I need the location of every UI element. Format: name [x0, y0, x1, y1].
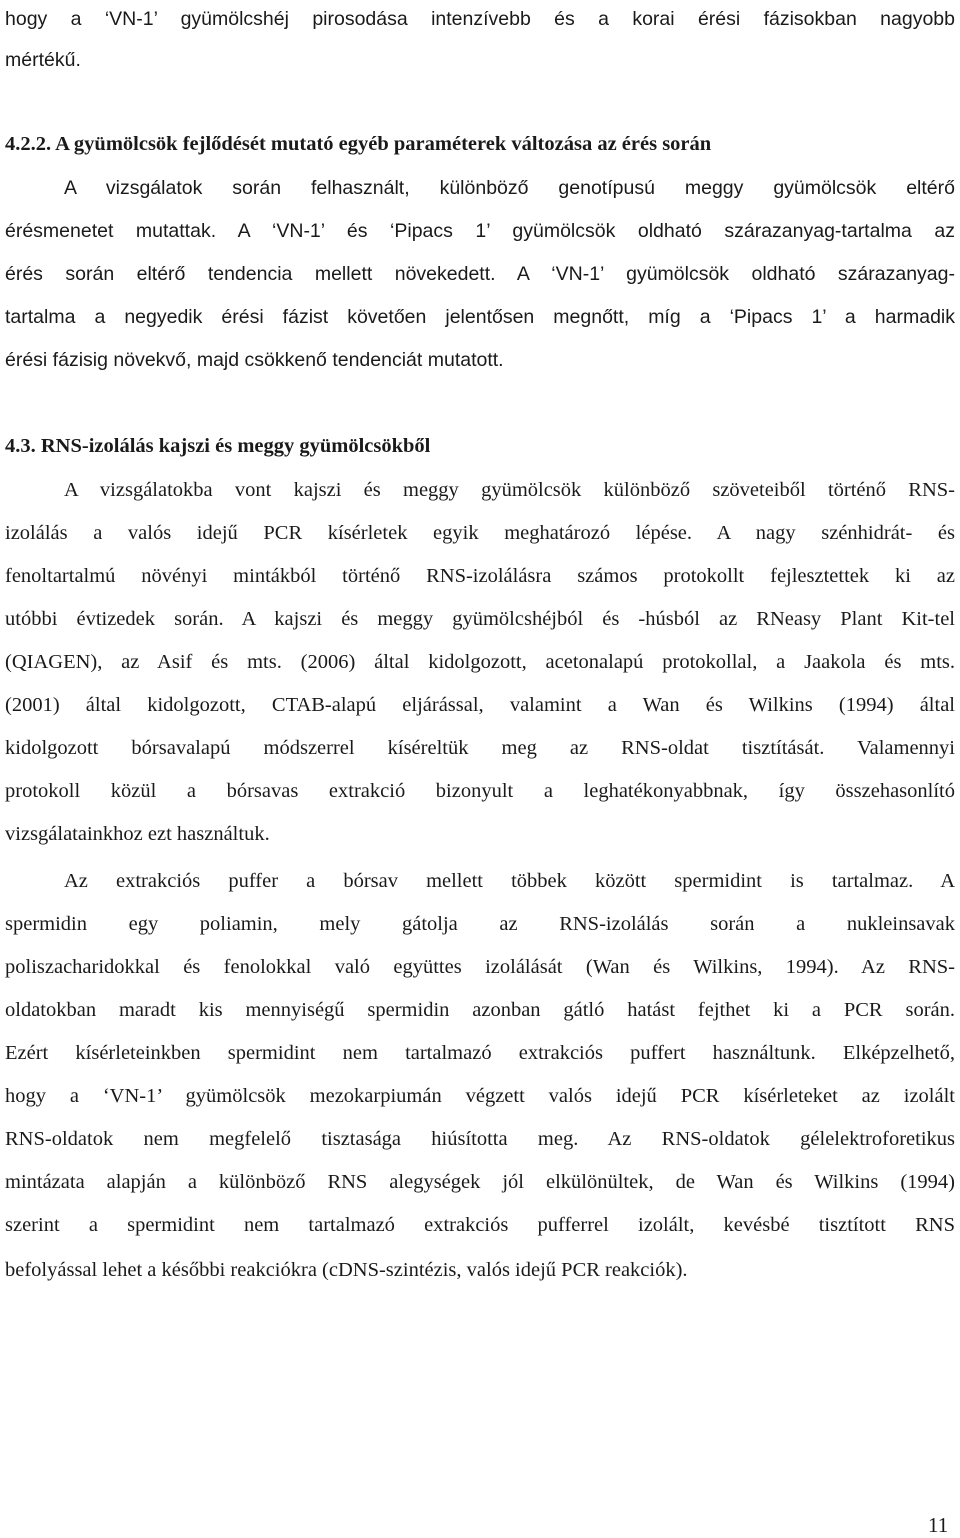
text-line: tartalma a negyedik érési fázist követően jelentősen megnőtt, míg a ‘Pipacs 1’ a harmadik [5, 306, 955, 328]
text-line: hogy a ‘VN-1’ gyümölcsök mezokarpiumán végzett valós idejű PCR kísérleteket az izolált [5, 1085, 955, 1107]
section-heading-4-2-2: 4.2.2. A gyümölcsök fejlődését mutató egyéb paraméterek változása az érés során [5, 133, 712, 155]
text-line: fenoltartalmú növényi mintákból történő RNS-izolálásra számos protokollt fejlesztettek ki az [5, 565, 955, 587]
text-line: Az extrakciós puffer a bórsav mellett többek között spermidint is tartalmaz. A [64, 870, 955, 892]
text-line: érés során eltérő tendencia mellett növekedett. A ‘VN-1’ gyümölcsök oldható szárazanyag- [5, 263, 955, 285]
text-line: vizsgálatainkhoz ezt használtuk. [5, 823, 270, 845]
text-line: (QIAGEN), az Asif és mts. (2006) által kidolgozott, acetonalapú protokollal, a Jaakola és mts. [5, 651, 955, 673]
text-line: protokoll közül a bórsavas extrakció bizonyult a leghatékonyabbnak, így összehasonlító [5, 780, 955, 802]
page-number: 11 [928, 1513, 949, 1537]
text-line: utóbbi évtizedek során. A kajszi és meggy gyümölcshéjból és -húsból az RNeasy Plant Kit-tel [5, 608, 955, 630]
text-line: spermidin egy poliamin, mely gátolja az RNS-izolálás során a nukleinsavak [5, 913, 955, 935]
text-line: A vizsgálatokba vont kajszi és meggy gyümölcsök különböző szöveteiből történő RNS- [64, 479, 955, 501]
text-line: Ezért kísérleteinkben spermidint nem tartalmazó extrakciós puffert használtunk. Elképzelhető, [5, 1042, 955, 1064]
section-heading-4-3: 4.3. RNS-izolálás kajszi és meggy gyümölcsökből [5, 435, 431, 457]
text-line: izolálás a valós idejű PCR kísérletek egyik meghatározó lépése. A nagy szénhidrát- és [5, 522, 955, 544]
text-line: mértékű. [5, 49, 81, 71]
text-line: (2001) által kidolgozott, CTAB-alapú eljárással, valamint a Wan és Wilkins (1994) által [5, 694, 955, 716]
text-line: A vizsgálatok során felhasznált, különböző genotípusú meggy gyümölcsök eltérő [64, 177, 955, 199]
text-line: poliszacharidokkal és fenolokkal való együttes izolálását (Wan és Wilkins, 1994). Az RNS- [5, 956, 955, 978]
text-line: RNS-oldatok nem megfelelő tisztasága hiúsította meg. Az RNS-oldatok gélelektroforetikus [5, 1128, 955, 1150]
text-line: érési fázisig növekvő, majd csökkenő tendenciát mutatott. [5, 349, 504, 371]
text-line: érésmenetet mutattak. A ‘VN-1’ és ‘Pipacs 1’ gyümölcsök oldható szárazanyag-tartalma az [5, 220, 955, 242]
text-line: mintázata alapján a különböző RNS alegységek jól elkülönültek, de Wan és Wilkins (1994) [5, 1171, 955, 1193]
text-line: befolyással lehet a későbbi reakciókra (cDNS-szintézis, valós idejű PCR reakciók). [5, 1259, 688, 1281]
text-line: kidolgozott bórsavalapú módszerrel kíséreltük meg az RNS-oldat tisztítását. Valamennyi [5, 737, 955, 759]
text-line: oldatokban maradt kis mennyiségű spermidin azonban gátló hatást fejthet ki a PCR során. [5, 999, 955, 1021]
text-line: hogy a ‘VN-1’ gyümölcshéj pirosodása intenzívebb és a korai érési fázisokban nagyobb [5, 8, 955, 30]
text-line: szerint a spermidint nem tartalmazó extrakciós pufferrel izolált, kevésbé tisztított RNS [5, 1214, 955, 1236]
